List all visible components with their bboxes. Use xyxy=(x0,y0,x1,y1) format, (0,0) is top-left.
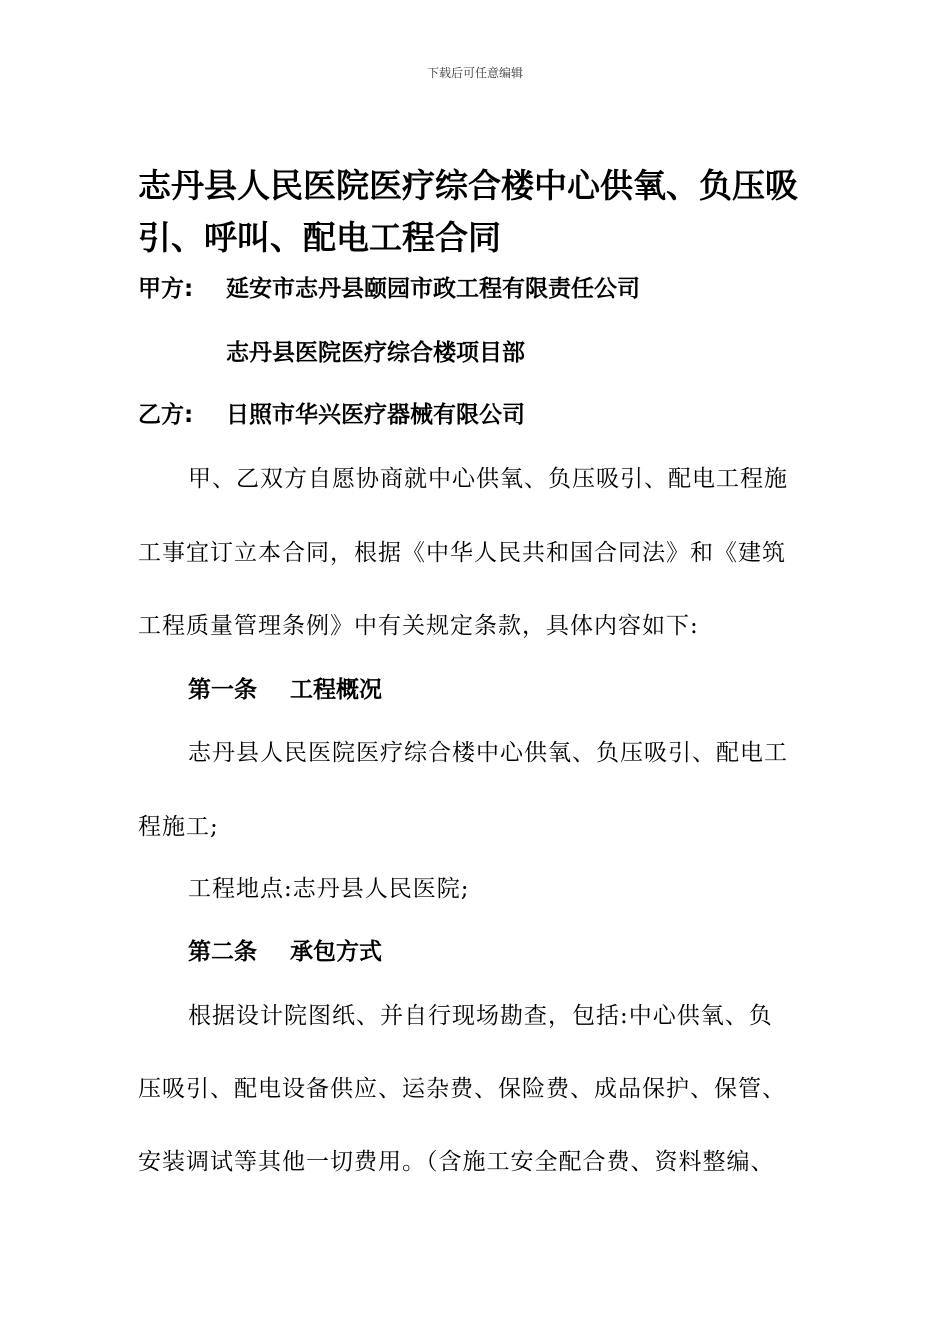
intro-line-3: 工程质量管理条例》中有关规定条款，具体内容如下: xyxy=(138,613,699,639)
article-1-heading xyxy=(188,671,382,704)
article-1-title: 工程概况 xyxy=(290,677,382,703)
article-2-title: 承包方式 xyxy=(290,939,382,965)
article-1-line-2: 程施工; xyxy=(138,814,219,840)
party-b-label: 乙方: xyxy=(138,402,194,428)
intro-line-1: 甲、乙双方自愿协商就中心供氧、负压吸引、配电工程施 xyxy=(188,466,788,492)
party-b xyxy=(138,396,525,429)
party-a-dept: 志丹县医院医疗综合楼项目部 xyxy=(226,340,525,366)
article-2-line-2: 压吸引、配电设备供应、运杂费、保险费、成品保护、保管、 xyxy=(138,1076,786,1102)
party-a xyxy=(138,270,640,303)
article-1-line-3: 工程地点:志丹县人民医院; xyxy=(188,876,470,902)
article-2-number: 第二条 xyxy=(188,939,257,965)
party-b-name: 日照市华兴医疗器械有限公司 xyxy=(226,402,525,428)
intro-line-2: 工事宜订立本合同，根据《中华人民共和国合同法》和《建筑 xyxy=(138,540,786,566)
header-note: 下载后可任意编辑 xyxy=(426,66,523,80)
article-2-heading xyxy=(188,933,382,966)
article-2-line-1: 根据设计院图纸、并自行现场勘查，包括:中心供氧、负 xyxy=(188,1003,773,1029)
article-2-line-3: 安装调试等其他一切费用。（含施工安全配合费、资料整编、 xyxy=(138,1149,775,1175)
article-1-line-1: 志丹县人民医院医疗综合楼中心供氧、负压吸引、配电工 xyxy=(188,740,788,766)
party-a-name: 延安市志丹县颐园市政工程有限责任公司 xyxy=(226,276,640,302)
document-title: 志丹县人民医院医疗综合楼中心供氧、负压吸引、呼叫、配电工程合同 xyxy=(138,166,798,257)
article-1-number: 第一条 xyxy=(188,677,257,703)
party-a-label: 甲方: xyxy=(138,276,194,302)
